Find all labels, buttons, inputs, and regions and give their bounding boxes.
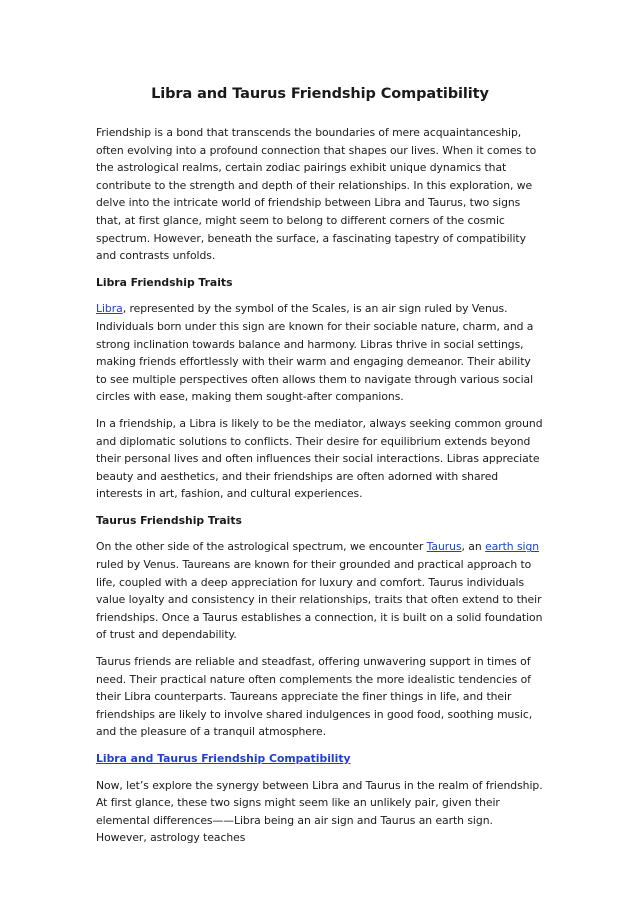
compatibility-heading-link[interactable]: Libra and Taurus Friendship Compatibility — [96, 752, 351, 765]
libra-paragraph-1 — [96, 300, 544, 406]
taurus-traits-heading: Taurus Friendship Traits — [96, 513, 242, 527]
earth-sign-link[interactable]: earth sign — [485, 540, 540, 554]
document-page — [96, 84, 544, 856]
libra-paragraph-1-text: , represented by the symbol of the Scales, is an air sign ruled by Venus. Individuals born under this sign are known for their sociable nature, charm, and a strong inclination towards balance and harmony. Libras thrive in social settings, making friends effortlessly with their warm and engaging demeanor. Their ability to see multiple perspectives often allows them to navigate through various social circles with ease, making them sought-after companions. — [96, 302, 534, 404]
intro-paragraph: Friendship is a bond that transcends the boundaries of mere acquaintanceship, often evolving into a profound connection that shapes our lives. When it comes to the astrological realms, certain zodiac pairings exhibit unique dynamics that contribute to the strength and depth of their relationships. In this exploration, we delve into the intricate world of friendship between Libra and Taurus, two signs that, at first glance, might seem to belong to different corners of the cosmic spectrum. However, beneath the surface, a fascinating tapestry of compatibility and contrasts unfolds. — [96, 126, 537, 263]
page-title: Libra and Taurus Friendship Compatibility — [151, 86, 489, 102]
taurus-paragraph-1 — [96, 538, 544, 644]
libra-link[interactable]: Libra — [96, 302, 123, 316]
libra-paragraph-2: In a friendship, a Libra is likely to be the mediator, always seeking common ground and diplomatic solutions to conflicts. Their desire for equilibrium extends beyond their personal lives and often influences their social interactions. Libras appreciate beauty and aesthetics, and their friendships are often adorned with shared interests in art, fashion, and cultural experiences. — [96, 416, 543, 501]
compatibility-heading — [96, 750, 544, 768]
taurus-paragraph-2: Taurus friends are reliable and steadfast, offering unwavering support in times of need. Their practical nature often complements the more idealistic tendencies of their Libra counterparts. Taureans appreciate the finer things in life, and their friendships are likely to involve shared indulgences in good food, soothing music, and the pleasure of a tranquil atmosphere. — [96, 655, 533, 739]
taurus-link[interactable]: Taurus — [426, 540, 462, 554]
compatibility-paragraph-1: Now, let’s explore the synergy between Libra and Taurus in the realm of friendship. At first glance, these two signs might seem like an unlikely pair, given their elemental differences——Libra being an air sign and Taurus an earth sign. However, astrology teaches — [96, 778, 543, 845]
taurus-paragraph-1-mid: , an — [461, 540, 486, 554]
taurus-paragraph-1-before: On the other side of the astrological spectrum, we encounter — [96, 540, 427, 554]
libra-traits-heading: Libra Friendship Traits — [96, 275, 233, 289]
taurus-paragraph-1-after: ruled by Venus. Taureans are known for their grounded and practical approach to life, coupled with a deep appreciation for luxury and comfort. Taurus individuals value loyalty and consistency in their relationships, traits that often extend to their friendships. Once a Taurus establishes a connection, it is built on a solid foundation of trust and dependability. — [96, 558, 543, 642]
